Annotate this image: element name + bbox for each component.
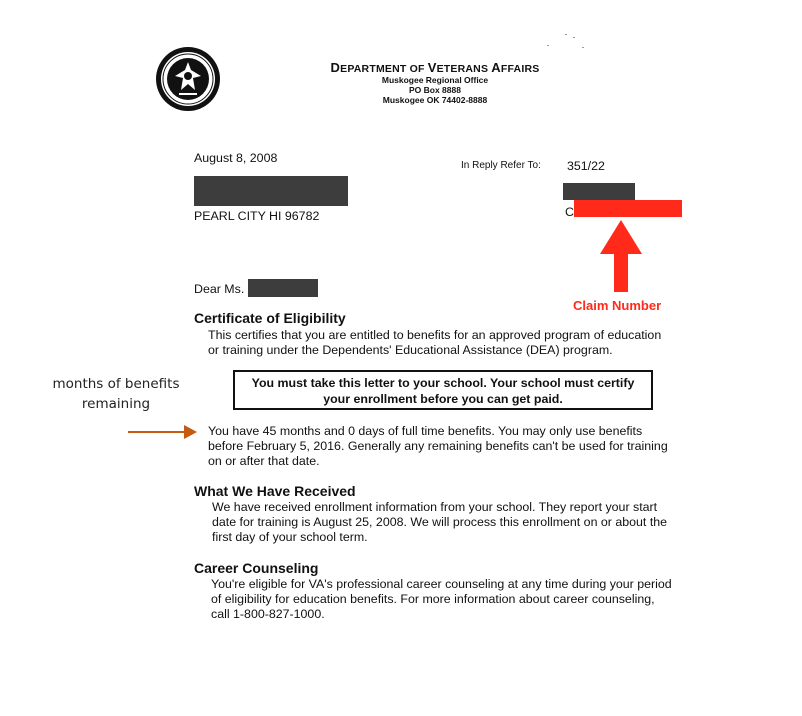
speck: [547, 45, 549, 46]
reply-value: 351/22: [567, 159, 605, 173]
benefits-line-2: before February 5, 2016. Generally any remaining benefits can't be used for training: [208, 439, 668, 453]
redacted-recipient-name: [248, 279, 318, 297]
section-heading-received: What We Have Received: [194, 483, 356, 499]
received-line-2: date for training is August 25, 2008. We will process this enrollment on or about the: [212, 515, 668, 529]
speck: [565, 34, 567, 35]
months-annotation-line-2: remaining: [81, 396, 151, 412]
months-annotation-line-1: months of benefits: [52, 376, 180, 392]
counseling-line-1: You're eligible for VA's professional career counseling at any time during your period: [211, 577, 672, 591]
counseling-line-3: call 1-800-827-1000.: [211, 607, 325, 621]
speck: [573, 37, 575, 38]
eligibility-line-2: or training under the Dependents' Educational Assistance (DEA) program.: [208, 343, 613, 357]
reply-label: In Reply Refer To:: [461, 160, 541, 171]
benefits-line-3: on or after that date.: [208, 454, 320, 468]
claim-number-annotation: Claim Number: [573, 298, 662, 313]
salutation: Dear Ms.: [194, 282, 245, 296]
department-name: DEPARTMENT OF VETERANS AFFAIRS: [330, 60, 540, 75]
letter-date: August 8, 2008: [194, 151, 278, 165]
section-heading-counseling: Career Counseling: [194, 560, 319, 576]
right-arrow-icon: [128, 423, 198, 441]
up-arrow-icon: [598, 220, 644, 292]
po-box: PO Box 8888: [409, 85, 461, 95]
section-heading-eligibility: Certificate of Eligibility: [194, 310, 346, 326]
redacted-reference: [563, 183, 635, 200]
redacted-name-block: [194, 176, 348, 206]
office-name: Muskogee Regional Office: [381, 75, 489, 85]
months-annotation: [30, 374, 202, 414]
claim-prefix: C: [565, 205, 574, 219]
letterhead: [300, 60, 570, 105]
office-city: Muskogee OK 74402-8888: [382, 95, 488, 105]
va-seal-icon: [155, 46, 221, 112]
school-notice-box: [233, 370, 653, 410]
benefits-line-1: You have 45 months and 0 days of full time benefits. You may only use benefits: [208, 424, 643, 438]
speck: [582, 47, 584, 48]
address-city: PEARL CITY HI 96782: [194, 209, 320, 223]
counseling-line-2: of eligibility for education benefits. For more information about career counseling,: [211, 592, 655, 606]
notice-line-2: your enrollment before you can get paid.: [323, 392, 563, 406]
received-line-3: first day of your school term.: [212, 530, 368, 544]
claim-number-redaction: [574, 200, 682, 217]
eligibility-line-1: This certifies that you are entitled to benefits for an approved program of education: [208, 328, 662, 342]
notice-line-1: You must take this letter to your school. Your school must certify: [251, 376, 635, 390]
received-line-1: We have received enrollment information from your school. They report your start: [212, 500, 658, 514]
